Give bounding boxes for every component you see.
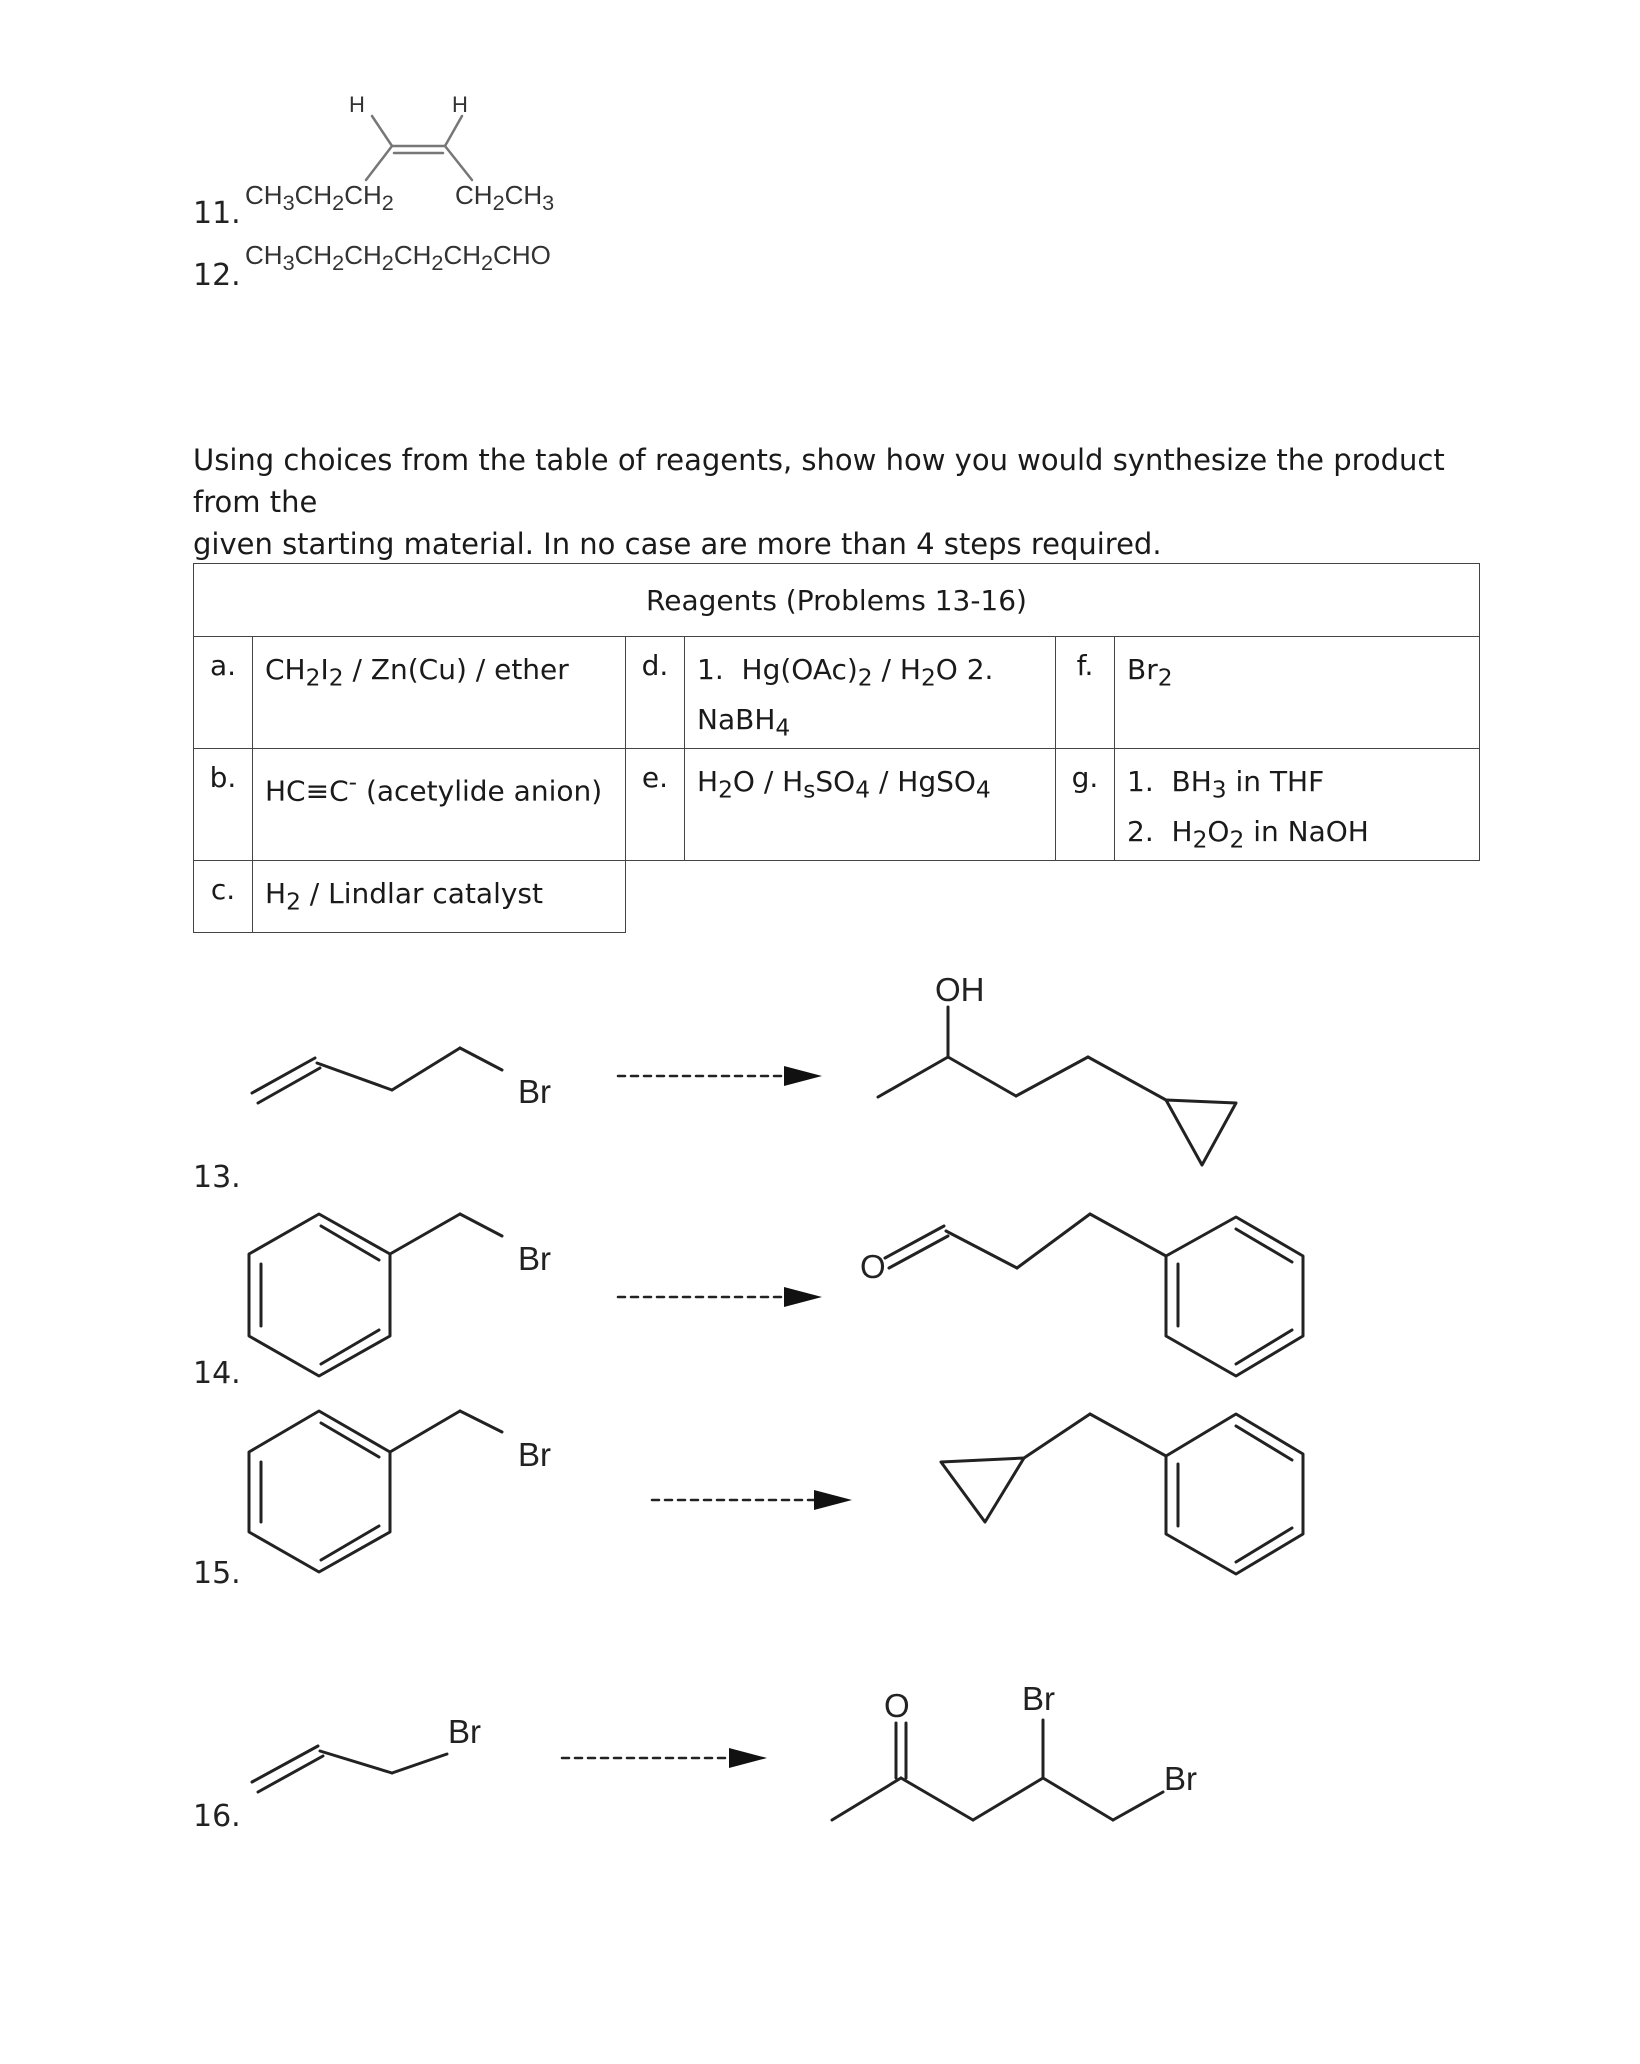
p16-product (832, 1720, 1163, 1820)
p16-product-br-label-2: Br (1164, 1760, 1197, 1797)
p13-starting-material (252, 1048, 502, 1103)
reagent-g-text: 1. $BH_3$ in THF 2. $H_2O_2$ in NaOH (1115, 749, 1480, 861)
reagent-b-letter: b. (194, 749, 253, 861)
p11-left-group: $CH_3CH_2CH_2$ (245, 180, 394, 216)
problem-11-number: 11. (193, 196, 241, 231)
p16-product-br-label-1: Br (1022, 1680, 1055, 1717)
reagent-f-letter: f. (1056, 637, 1115, 749)
problem-16-number: 16. (193, 1799, 241, 1834)
p11-alkene-structure (366, 116, 472, 180)
p16-start-br-label: Br (448, 1713, 481, 1750)
p15-starting-material (249, 1411, 502, 1572)
reagent-c-letter: c. (194, 861, 253, 933)
p15-arrow-head (814, 1490, 852, 1510)
h-atom-right: H (452, 92, 468, 117)
h-atom-left: H (349, 92, 365, 117)
p13-product (878, 1007, 1236, 1165)
p15-start-br-label: Br (518, 1436, 551, 1473)
reagent-b-text: HC≡C- (acetylide anion) (253, 749, 626, 861)
p13-product-oh-label: OH (935, 971, 985, 1008)
p13-arrow-head (784, 1066, 822, 1086)
p15-product (941, 1414, 1303, 1574)
p14-start-br-label: Br (518, 1240, 551, 1277)
problem-13-number: 13. (193, 1160, 241, 1195)
p14-product (885, 1214, 1303, 1376)
p11-right-group: $CH_2CH_3$ (455, 180, 555, 216)
p13-start-br-label: Br (518, 1073, 551, 1110)
problem-12-number: 12. (193, 258, 241, 293)
reagent-e-text: $H_2O / H_sSO_4$ / HgSO$_4$ (685, 749, 1056, 861)
reagent-e-letter: e. (626, 749, 685, 861)
p16-arrow-head (729, 1748, 767, 1768)
reagent-a-letter: a. (194, 637, 253, 749)
instructions-line-1: Using choices from the table of reagents, show how you would synthesize the product from the (193, 443, 1445, 519)
reagent-d-text: 1. $Hg(OAc)_2 / H_2O$ 2. NaBH$_4$ (685, 637, 1056, 749)
reagent-f-text: $Br_2$ (1115, 637, 1480, 749)
problem-15-number: 15. (193, 1556, 241, 1591)
reagent-g-letter: g. (1056, 749, 1115, 861)
p16-product-o-label: O (884, 1687, 910, 1724)
p16-starting-material (252, 1746, 447, 1792)
reagent-a-text: $CH_2I_2 / Zn(Cu)$ / ether (253, 637, 626, 749)
p14-arrow-head (784, 1287, 822, 1307)
p12-formula: $CH_3CH_2CH_2CH_2CH_2CHO$ (245, 240, 551, 276)
instructions-line-2: given starting material. In no case are more than 4 steps required. (193, 527, 1162, 561)
reagent-c-text: $H_2$ / Lindlar catalyst (253, 861, 626, 933)
reagents-table-title: Reagents (Problems 13-16) (194, 564, 1480, 637)
p14-starting-material (249, 1214, 502, 1376)
reagent-d-letter: d. (626, 637, 685, 749)
problem-14-number: 14. (193, 1356, 241, 1391)
p14-product-o-label: O (860, 1248, 886, 1285)
